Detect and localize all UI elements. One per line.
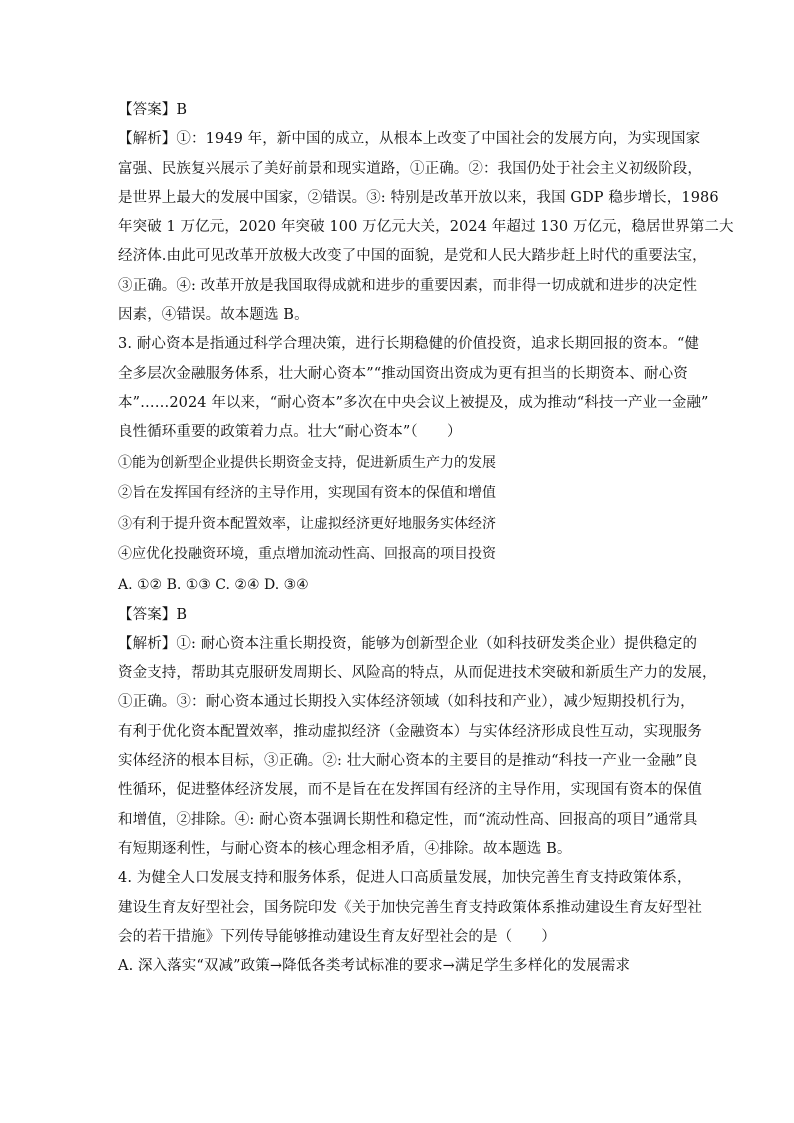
explanation-line: 资金支持，帮助其克服研发周期长、风险高的特点，从而促进技术突破和新质生产力的发展， — [118, 665, 717, 682]
question-stem-line: 3. 耐心资本是指通过科学合理决策，进行长期稳健的价值投资，追求长期回报的资本。“健 — [118, 336, 700, 353]
explanation-line: 【解析】①: 耐心资本注重长期投资，能够为创新型企业（如科技研发类企业）提供稳定的 — [118, 635, 698, 652]
question-stem-line: 会的若干措施》下列传导能够推动建设生育友好型社会的是（ ） — [118, 928, 556, 945]
explanation-line: 年突破 1 万亿元，2020 年突破 100 万亿元大关，2024 年超过 130 万亿元，稳居世界第二大 — [118, 219, 734, 236]
statement-option: ④应优化投融资环境，重点增加流动性高、回报高的项目投资 — [118, 546, 496, 563]
explanation-line: 【解析】①：1949 年，新中国的成立，从根本上改变了中国社会的发展方向，为实现国家 — [118, 131, 701, 148]
document-page — [118, 96, 734, 981]
explanation-line: 有短期逐利性，与耐心资本的核心理念相矛盾，④排除。故本题选 B。 — [118, 840, 572, 857]
explanation-line: 实体经济的根本目标，③正确。②: 壮大耐心资本的主要目的是推动“科技一产业一金融”良 — [118, 753, 698, 770]
statement-option: ③有利于提升资本配置效率，让虚拟经济更好地服务实体经济 — [118, 515, 496, 532]
explanation-line: 富强、民族复兴展示了美好前景和现实道路，①正确。②：我国仍处于社会主义初级阶段， — [118, 160, 702, 177]
explanation-line: 因素，④错误。故本题选 B。 — [118, 307, 309, 324]
explanation-line: 性循环，促进整体经济发展，而不是旨在在发挥国有经济的主导作用，实现国有资本的保值 — [118, 782, 702, 799]
question-stem-line: 建设生育友好型社会，国务院印发《关于加快完善生育支持政策体系推动建设生育友好型社 — [118, 899, 702, 916]
explanation-line: ③正确。④: 改革开放是我国取得成就和进步的重要因素，而非得一切成就和进步的决定性 — [118, 277, 698, 294]
question-stem-line: 本”……2024 年以来，“耐心资本”多次在中央会议上被提及，成为推动“科技一产业一金融” — [118, 394, 709, 411]
explanation-line: 是世界上最大的发展中国家，②错误。③: 特别是改革开放以来，我国 GDP 稳步增长，1986 — [118, 189, 719, 206]
answer-choice-a: A. 深入落实“双减”政策→降低各类考试标准的要求→满足学生多样化的发展需求 — [118, 958, 631, 975]
answer-explanation-q2 — [118, 96, 734, 330]
answer-label: 【答案】B — [118, 606, 188, 623]
explanation-line: 和增值，②排除。④: 耐心资本强调长期性和稳定性，而“流动性高、回报高的项目”通常具 — [118, 811, 698, 828]
explanation-line: 有利于优化资本配置效率，推动虚拟经济（金融资本）与实体经济形成良性互动，实现服务 — [118, 723, 702, 740]
statement-option: ①能为创新型企业提供长期资金支持，促进新质生产力的发展 — [118, 454, 496, 471]
answer-choices: A. ①② B. ①③ C. ②④ D. ③④ — [118, 576, 309, 593]
explanation-line: ①正确。③：耐心资本通过长期投入实体经济领域（如科技和产业），减少短期投机行为， — [118, 694, 695, 711]
answer-explanation-q3 — [118, 601, 717, 865]
question-stem-line: 全多层次金融服务体系，壮大耐心资本”“推动国资出资成为更有担当的长期资本、耐心资 — [118, 365, 688, 382]
explanation-line: 经济体.由此可见改革开放极大改变了中国的面貌，是党和人民大踏步赶上时代的重要法宝， — [118, 248, 707, 265]
question-4 — [118, 864, 702, 981]
question-3 — [118, 330, 709, 600]
answer-label: 【答案】B — [118, 102, 188, 118]
question-stem-line: 良性循环重要的政策着力点。壮大“耐心资本”（ ） — [118, 424, 462, 441]
statement-option: ②旨在发挥国有经济的主导作用，实现国有资本的保值和增值 — [118, 485, 496, 502]
question-stem-line: 4. 为健全人口发展支持和服务体系，促进人口高质量发展，加快完善生育支持政策体系， — [118, 870, 692, 887]
